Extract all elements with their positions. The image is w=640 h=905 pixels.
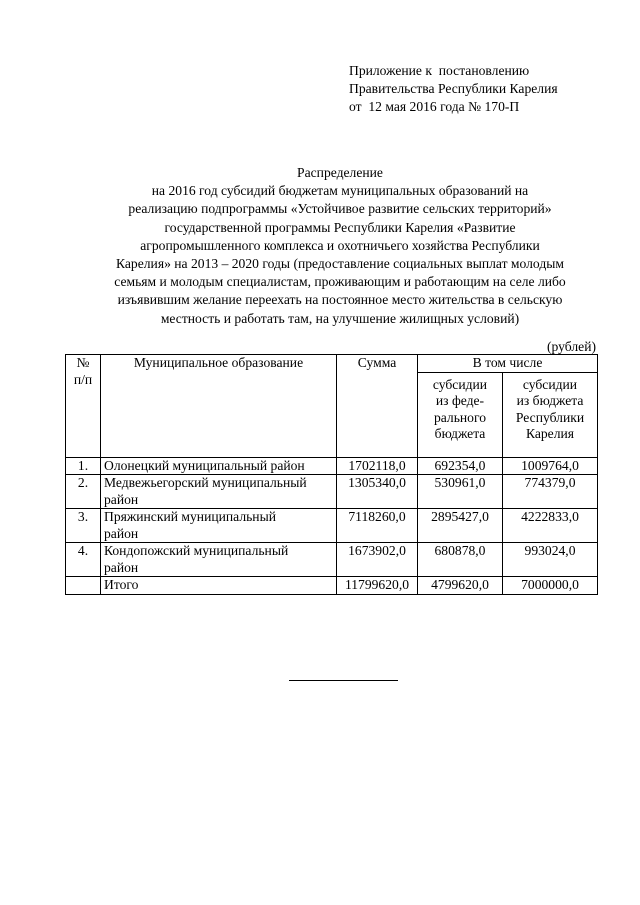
appendix-line: от 12 мая 2016 года № 170-П: [349, 99, 520, 114]
row-sum: 1702118,0: [337, 457, 418, 475]
row-federal: 680878,0: [418, 543, 503, 577]
total-sum: 11799620,0: [337, 577, 418, 595]
row-municipality: Олонецкий муниципальный район: [101, 457, 337, 475]
total-federal: 4799620,0: [418, 577, 503, 595]
row-federal: 530961,0: [418, 475, 503, 509]
header-including: В том числе: [418, 355, 598, 373]
row-federal: 2895427,0: [418, 509, 503, 543]
subsidy-table: [65, 354, 598, 595]
title-line: местность и работать там, на улучшение жилищных условий): [160, 310, 520, 326]
row-sum: 1673902,0: [337, 543, 418, 577]
title-line: изъявившим желание переехать на постоянное место жительства в сельскую: [117, 292, 563, 308]
appendix-line: Правительства Республики Карелия: [349, 81, 558, 96]
row-sum: 1305340,0: [337, 475, 418, 509]
header-regional: субсидии из бюджета Республики Карелия: [503, 372, 598, 457]
row-regional: 774379,0: [503, 475, 598, 509]
total-regional: 7000000,0: [503, 577, 598, 595]
row-sum: 7118260,0: [337, 509, 418, 543]
row-number: 1.: [66, 457, 101, 475]
end-divider: [289, 680, 398, 681]
header-federal: субсидии из феде- рального бюджета: [418, 372, 503, 457]
title-line: агропромышленного комплекса и охотничьего хозяйства Республики: [140, 237, 540, 253]
table-total-row: [66, 577, 598, 595]
row-regional: 4222833,0: [503, 509, 598, 543]
table-row: [66, 457, 598, 475]
document-title: [70, 164, 610, 328]
row-municipality: Кондопожский муниципальный район: [101, 543, 337, 577]
header-sum: Сумма: [337, 355, 418, 458]
row-number: 4.: [66, 543, 101, 577]
row-regional: 1009764,0: [503, 457, 598, 475]
total-number: [66, 577, 101, 595]
header-number: № п/п: [66, 355, 101, 458]
title-line: на 2016 год субсидий бюджетам муниципальных образований на: [151, 183, 529, 199]
title-line: семьям и молодым специалистам, проживающим и работающим на селе либо: [114, 274, 566, 290]
title-line: реализацию подпрограммы «Устойчивое развитие сельских территорий»: [128, 201, 552, 217]
row-number: 2.: [66, 475, 101, 509]
row-regional: 993024,0: [503, 543, 598, 577]
header-municipality: Муниципальное образование: [101, 355, 337, 458]
table-row: [66, 475, 598, 509]
total-label: Итого: [101, 577, 337, 595]
row-number: 3.: [66, 509, 101, 543]
appendix-note: [349, 62, 558, 116]
title-line: Карелия» на 2013 – 2020 годы (предоставление социальных выплат молодым: [116, 256, 564, 272]
table-row: [66, 509, 598, 543]
title-line: государственной программы Республики Карелия «Развитие: [164, 219, 516, 235]
table-row: [66, 543, 598, 577]
table-header-row: [66, 355, 598, 373]
currency-unit: (рублей): [547, 339, 596, 354]
appendix-line: Приложение к постановлению: [349, 63, 530, 78]
row-municipality: Медвежьегорский муниципальный район: [101, 475, 337, 509]
row-municipality: Пряжинский муниципальный район: [101, 509, 337, 543]
row-federal: 692354,0: [418, 457, 503, 475]
title-heading: Распределение: [297, 165, 383, 180]
